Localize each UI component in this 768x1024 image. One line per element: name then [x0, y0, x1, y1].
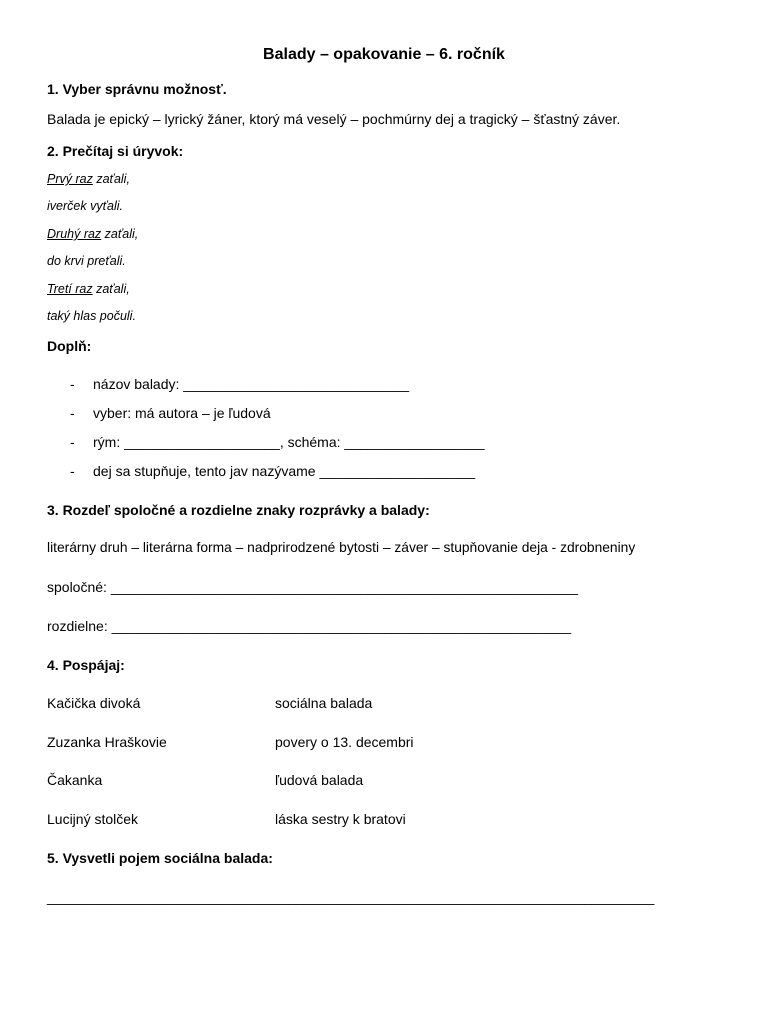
bullet-dash: -	[70, 376, 75, 392]
match-left-item[interactable]: Kačička divoká	[47, 695, 141, 711]
bullet-dash: -	[70, 434, 75, 450]
q5-answer-line[interactable]: ______________________________________________________________________________	[47, 889, 655, 905]
poem-line	[47, 172, 130, 186]
poem-line	[47, 309, 136, 323]
fill-item[interactable]: vyber: má autora – je ľudová	[93, 405, 271, 421]
match-left-item[interactable]: Zuzanka Hraškovie	[47, 734, 167, 750]
match-left-item[interactable]: Čakanka	[47, 772, 103, 788]
q2-heading: 2. Prečítaj si úryvok:	[47, 143, 184, 159]
poem-line	[47, 227, 138, 241]
fill-item[interactable]: dej sa stupňuje, tento jav nazývame ____________________	[93, 463, 476, 479]
page-title: Balady – opakovanie – 6. ročník	[263, 46, 505, 63]
poem-line	[47, 282, 130, 296]
poem-text: iverček vyťali.	[47, 199, 123, 213]
poem-text: zaťali,	[101, 227, 139, 241]
poem-text: do krvi preťali.	[47, 254, 126, 268]
poem-underlined: Tretí raz	[47, 282, 93, 296]
q5-heading: 5. Vysvetli pojem sociálna balada:	[47, 850, 273, 866]
fill-item[interactable]: názov balady: _____________________________	[93, 376, 410, 392]
poem-text: zaťali,	[92, 172, 130, 186]
match-right-item[interactable]: láska sestry k bratovi	[275, 811, 406, 827]
q1-text: Balada je epický – lyrický žáner, ktorý má veselý – pochmúrny dej a tragický – šťastný záver.	[47, 111, 621, 127]
q3-terms: literárny druh – literárna forma – nadprirodzené bytosti – záver – stupňovanie deja - zdrobneniny	[47, 540, 636, 555]
q1-heading: 1. Vyber správnu možnosť.	[47, 81, 227, 97]
q3-common-line[interactable]: spoločné: ____________________________________________________________	[47, 579, 578, 595]
bullet-dash: -	[70, 405, 75, 421]
fill-item[interactable]: rým: ____________________, schéma: __________________	[93, 434, 485, 450]
poem-text: zaťali,	[92, 282, 130, 296]
poem-underlined: Druhý raz	[47, 227, 102, 241]
match-right-item[interactable]: povery o 13. decembri	[275, 734, 414, 750]
fill-heading: Doplň:	[47, 338, 92, 354]
match-right-item[interactable]: sociálna balada	[275, 695, 373, 711]
poem-underlined: Prvý raz	[47, 172, 93, 186]
q3-heading: 3. Rozdeľ spoločné a rozdielne znaky rozprávky a balady:	[47, 502, 430, 518]
bullet-dash: -	[70, 463, 75, 479]
poem-line	[47, 199, 123, 213]
q3-different-line[interactable]: rozdielne: ___________________________________________________________	[47, 618, 571, 634]
match-right-item[interactable]: ľudová balada	[275, 772, 364, 788]
match-left-item[interactable]: Lucijný stolček	[47, 811, 139, 827]
poem-text: taký hlas počuli.	[47, 309, 136, 323]
q4-heading: 4. Pospájaj:	[47, 657, 125, 673]
poem-line	[47, 254, 126, 268]
